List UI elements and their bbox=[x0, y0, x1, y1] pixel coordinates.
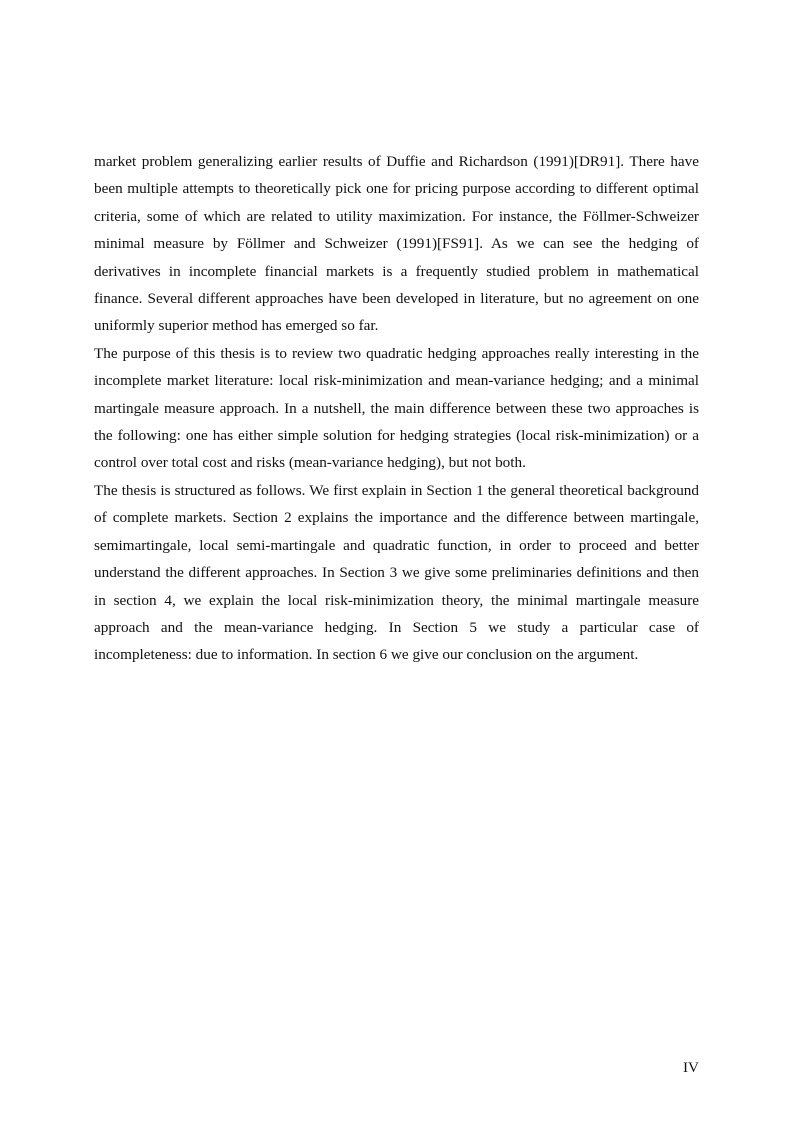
paragraph-thesis-purpose: The purpose of this thesis is to review two quadratic hedging approaches really interesting in the incomplete market literature: local risk-minimization and mean-variance hedging; and a minimal martingale measure approach. In a nutshell, the main difference between these two approaches is the following: one has either simple solution for hedging strategies (local risk-minimization) or a control over total cost and risks (mean-variance hedging), but not both. bbox=[94, 344, 699, 472]
paragraph-market-problem: market problem generalizing earlier results of Duffie and Richardson (1991)[DR91]. There have been multiple attempts to theoretically pick one for pricing purpose according to different optimal criteria, some of which are related to utility maximization. For instance, the Föllmer-Schweizer minimal measure by Föllmer and Schweizer (1991)[FS91]. As we can see the hedging of derivatives in incomplete financial markets is a frequently studied problem in mathematical finance. Several different approaches have been developed in literature, but no agreement on one uniformly superior method has emerged so far. bbox=[94, 153, 699, 335]
paragraph-thesis-structure: The thesis is structured as follows. We first explain in Section 1 the general theoretical background of complete markets. Section 2 explains the importance and the difference between martingale, semimartingale, local semi-martingale and quadratic function, in order to proceed and better understand the different approaches. In Section 3 we give some preliminaries definitions and then in section 4, we explain the local risk-minimization theory, the minimal martingale measure approach and the mean-variance hedging. In Section 5 we study a particular case of incompleteness: due to information. In section 6 we give our conclusion on the argument. bbox=[94, 481, 699, 664]
body-text bbox=[94, 148, 699, 669]
page-number: IV bbox=[682, 1059, 699, 1076]
